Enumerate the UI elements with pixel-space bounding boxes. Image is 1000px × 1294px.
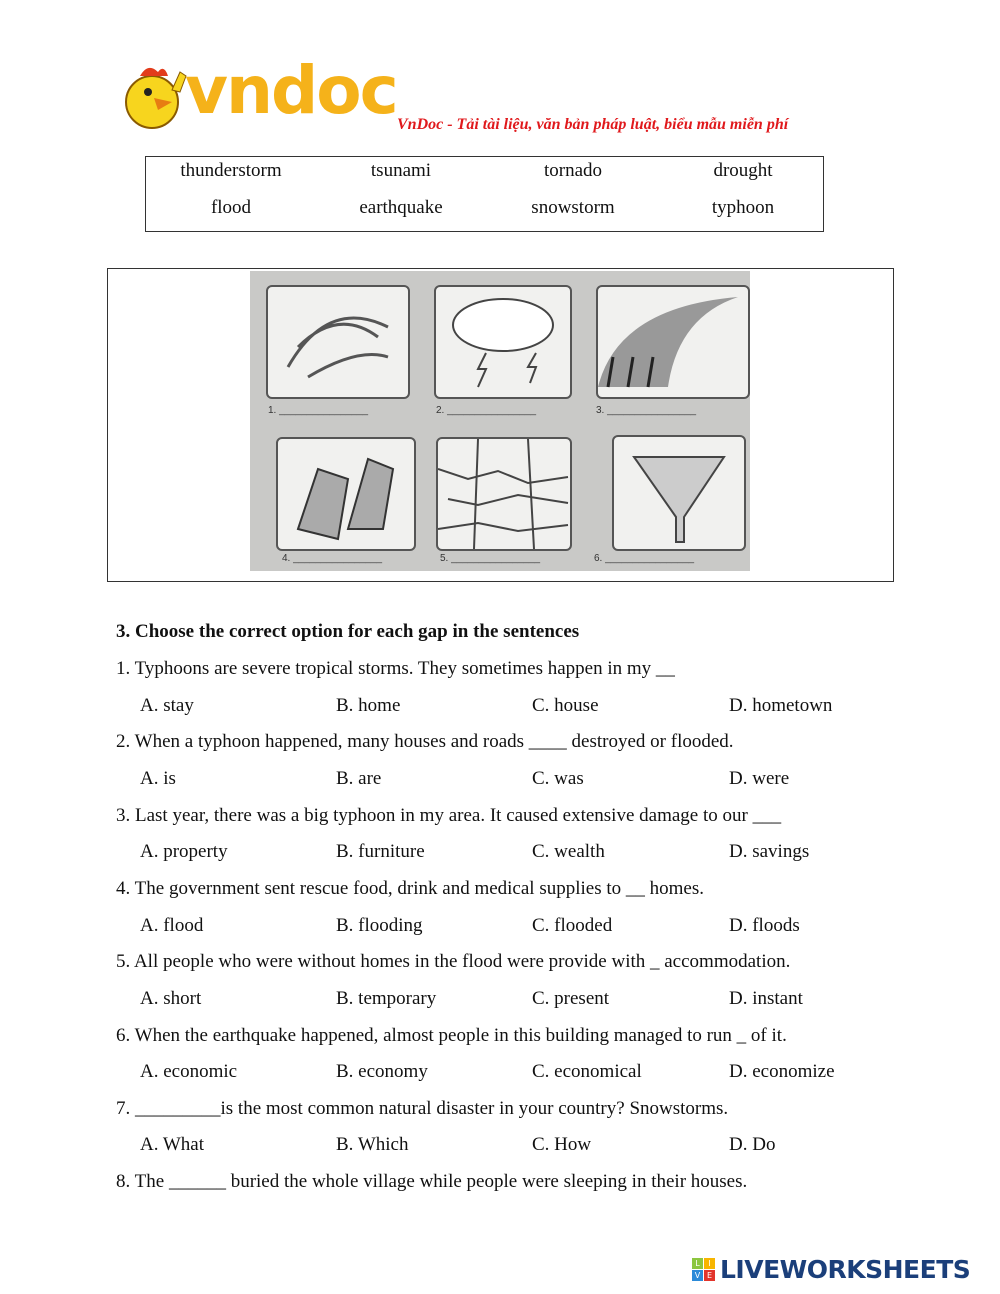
option[interactable]: C. present <box>532 987 610 1009</box>
option[interactable]: D. floods <box>729 914 800 936</box>
question-7: 7. _________is the most common natural disaster in your country? Snowstorms. <box>116 1097 729 1119</box>
option[interactable]: D. Do <box>729 1134 776 1156</box>
picture-label[interactable]: 3. ________________ <box>596 405 697 416</box>
question-5: 5. All people who were without homes in the flood were provide with _ accommodation. <box>116 951 791 973</box>
option[interactable]: D. instant <box>729 987 803 1009</box>
picture-label[interactable]: 2. ________________ <box>436 405 537 416</box>
question-6: 6. When the earthquake happened, almost people in this building managed to run _ of it. <box>116 1024 787 1046</box>
option[interactable]: D. savings <box>729 841 810 863</box>
option[interactable]: A. is <box>140 767 176 789</box>
tornado-picture <box>612 435 746 551</box>
picture-label[interactable]: 1. ________________ <box>268 405 369 416</box>
option[interactable]: B. home <box>336 694 401 716</box>
picture-label[interactable]: 5. ________________ <box>440 553 541 564</box>
earthquake-picture <box>276 437 416 551</box>
word: snowstorm <box>531 197 615 218</box>
picture-label[interactable]: 6. ________________ <box>594 553 695 564</box>
word: tsunami <box>370 160 432 181</box>
word-box <box>145 156 824 232</box>
question-8: 8. The ______ buried the whole village while people were sleeping in their houses. <box>116 1171 748 1193</box>
option[interactable]: D. economize <box>729 1061 835 1083</box>
drought-picture <box>436 437 572 551</box>
word: flood <box>210 197 252 218</box>
disaster-pictures <box>250 271 750 571</box>
word: drought <box>713 160 773 181</box>
option[interactable]: B. economy <box>336 1061 428 1083</box>
word: tornado <box>543 160 603 181</box>
option[interactable]: B. furniture <box>336 841 425 863</box>
option[interactable]: A. property <box>140 841 228 863</box>
picture-label[interactable]: 4. ________________ <box>282 553 383 564</box>
option[interactable]: A. short <box>140 987 202 1009</box>
question-4: 4. The government sent rescue food, drink and medical supplies to __ homes. <box>116 877 704 899</box>
option[interactable]: C. How <box>532 1134 592 1156</box>
vndoc-logo: vndoc <box>185 52 397 129</box>
word: thunderstorm <box>180 160 282 181</box>
option[interactable]: C. house <box>532 694 599 716</box>
option[interactable]: C. was <box>532 767 584 789</box>
question-1: 1. Typhoons are severe tropical storms. They sometimes happen in my __ <box>116 658 675 679</box>
question-2: 2. When a typhoon happened, many houses and roads ____ destroyed or flooded. <box>116 731 734 753</box>
option[interactable]: B. flooding <box>336 914 423 936</box>
option[interactable]: C. flooded <box>532 914 613 936</box>
option[interactable]: A. stay <box>140 694 194 716</box>
option[interactable]: C. wealth <box>532 841 605 863</box>
section-heading: 3. Choose the correct option for each gap in the sentences <box>116 621 580 642</box>
tagline: VnDoc - Tải tài liệu, văn bản pháp luật, biểu mẫu miễn phí <box>397 116 789 133</box>
tsunami-picture <box>596 285 750 399</box>
question-3: 3. Last year, there was a big typhoon in my area. It caused extensive damage to our ___ <box>116 804 782 826</box>
option[interactable]: A. What <box>140 1134 205 1156</box>
thunderstorm-picture <box>434 285 572 399</box>
word: earthquake <box>359 197 443 218</box>
picture-frame <box>107 268 894 582</box>
option[interactable]: B. Which <box>336 1134 409 1156</box>
option[interactable]: D. hometown <box>729 694 833 716</box>
option[interactable]: B. are <box>336 767 382 789</box>
option[interactable]: D. were <box>729 767 790 789</box>
option[interactable]: C. economical <box>532 1061 642 1083</box>
option[interactable]: A. economic <box>140 1061 238 1083</box>
typhoon-picture <box>266 285 410 399</box>
word: typhoon <box>711 197 775 218</box>
liveworksheets-icon: L I V E <box>692 1258 716 1282</box>
option[interactable]: A. flood <box>140 914 204 936</box>
option[interactable]: B. temporary <box>336 987 437 1009</box>
liveworksheets-logo: LIVEWORKSHEETS <box>720 1255 971 1284</box>
